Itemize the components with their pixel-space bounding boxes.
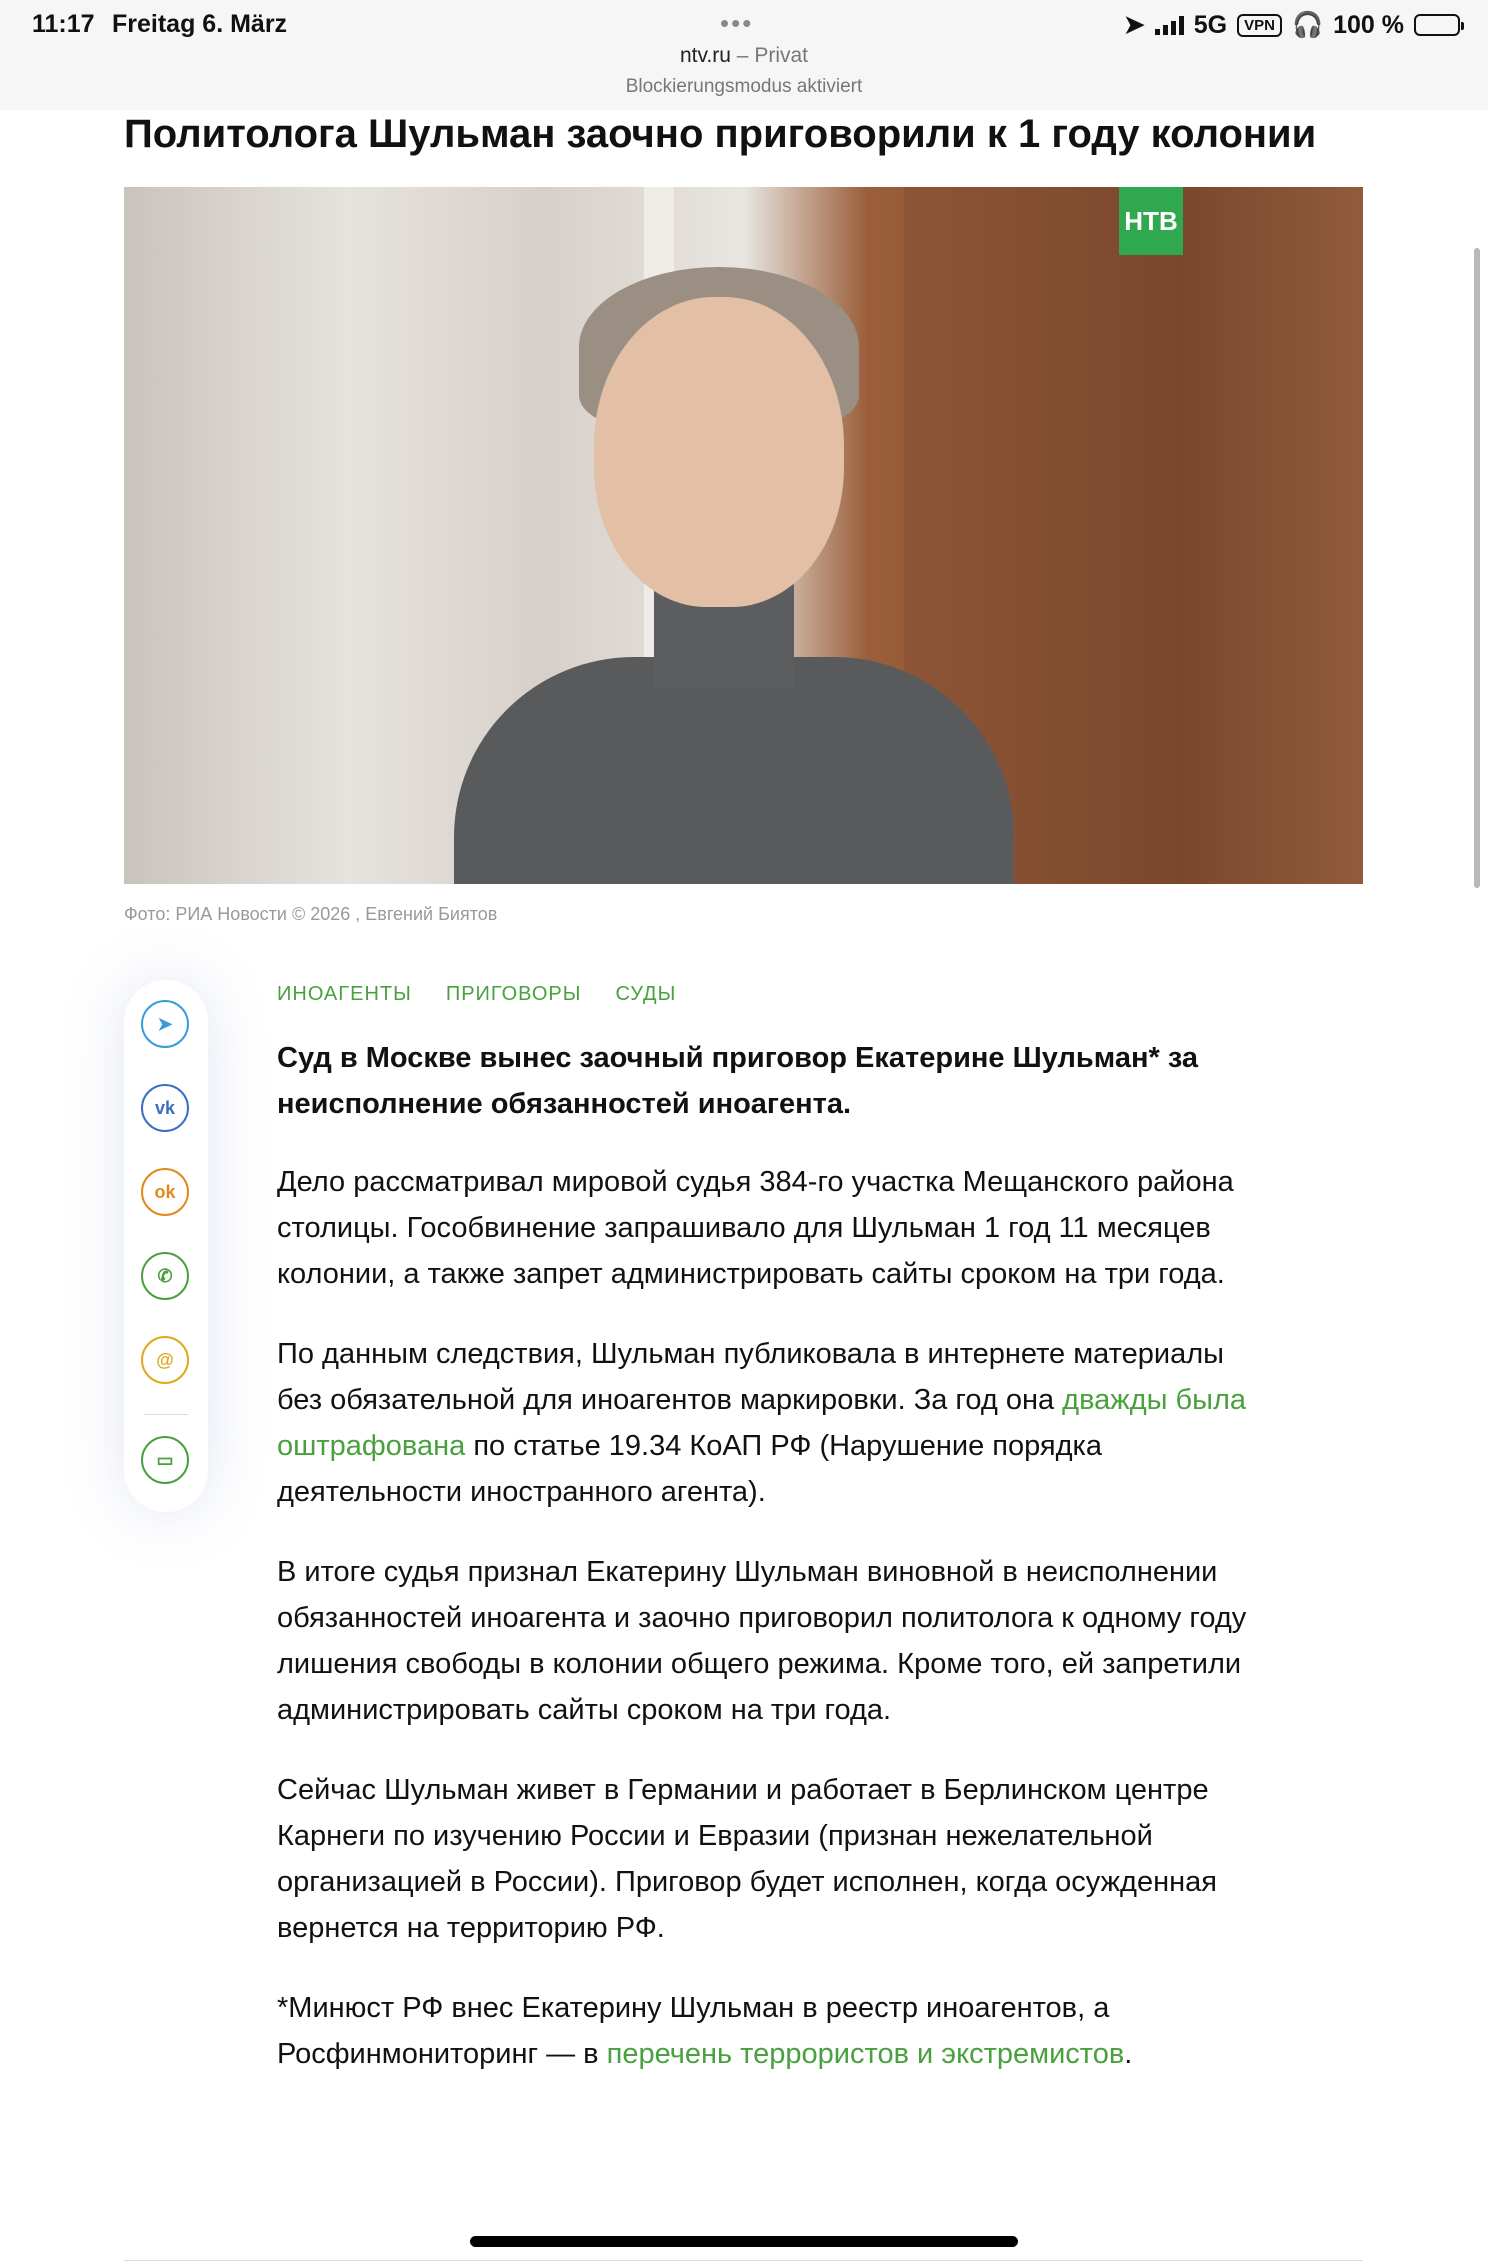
private-mode-label: – Privat — [730, 44, 808, 67]
tag-inoagenty[interactable]: ИНОАГЕНТЫ — [277, 983, 412, 1005]
tag-sudy[interactable]: СУДЫ — [615, 983, 677, 1005]
status-time: 11:17 — [32, 10, 95, 38]
share-rail — [124, 980, 208, 1512]
terrorist-list-link[interactable]: перечень террористов и экстремистов — [606, 2038, 1125, 2070]
article-photo — [124, 187, 1363, 884]
url-domain: ntv.ru — [680, 44, 731, 67]
article-title: Политолога Шульман заочно приговорили к 1 году колонии — [124, 112, 1317, 156]
signal-icon — [1155, 15, 1184, 35]
scrollbar[interactable] — [1474, 248, 1480, 888]
comment-icon[interactable]: ▭ — [141, 1436, 189, 1484]
paragraph-1: Дело рассматривал мировой судья 384-го участка Мещанского района столицы. Гособвинение запрашивало для Шульман 1 год 11 месяцев колонии, а также запрет администрировать сайты сроком на три года. — [277, 1166, 1234, 1290]
fined-twice-link[interactable]: дважды была оштрафована — [277, 1384, 1247, 1462]
network-type: 5G — [1193, 10, 1228, 39]
email-icon[interactable]: @ — [141, 1336, 189, 1384]
location-icon: ➤ — [1123, 11, 1145, 39]
divider — [124, 2260, 1363, 2261]
tag-list — [277, 983, 676, 1006]
photo-caption: Фото: РИА Новости © 2026 , Евгений Биятов — [124, 904, 498, 924]
status-date: Freitag 6. März — [112, 10, 288, 38]
article-body — [277, 1035, 1267, 2111]
paragraph-2: По данным следствия, Шульман публиковала в интернете материалы без обязательной для иноагентов маркировки. За год она дважды была оштрафована по статье 19.34 КоАП РФ (Нарушение порядка деятельности иностранного агента). — [277, 1338, 1247, 1508]
article-lead: Суд в Москве вынес заочный приговор Екатерине Шульман* за неисполнение обязанностей иноагента. — [277, 1042, 1198, 1120]
tag-prigovory[interactable]: ПРИГОВОРЫ — [445, 983, 582, 1005]
whatsapp-icon[interactable]: ✆ — [141, 1252, 189, 1300]
home-indicator[interactable] — [470, 2236, 1018, 2247]
battery-icon — [1414, 14, 1460, 36]
ntv-logo: НТВ — [1119, 187, 1183, 255]
telegram-icon[interactable]: ➤ — [141, 1000, 189, 1048]
tab-menu-dots[interactable]: ••• — [720, 8, 754, 38]
status-indicators — [1124, 10, 1460, 40]
paragraph-5: *Минюст РФ внес Екатерину Шульман в реестр иноагентов, а Росфинмониторинг — в перечень террористов и экстремистов. — [277, 1992, 1133, 2070]
odnoklassniki-icon[interactable]: ok — [141, 1168, 189, 1216]
vpn-badge: VPN — [1237, 14, 1282, 37]
headphones-icon: 🎧 — [1291, 10, 1324, 39]
url-bar[interactable] — [0, 44, 1488, 68]
paragraph-4: Сейчас Шульман живет в Германии и работает в Берлинском центре Карнеги по изучению России и Евразии (признан нежелательной организацией в России). Приговор будет исполнен, когда осужденная вернется на территорию РФ. — [277, 1774, 1217, 1944]
share-divider — [144, 1414, 188, 1415]
status-and-address-bar — [0, 0, 1488, 110]
battery-percent: 100 % — [1333, 10, 1404, 39]
paragraph-3: В итоге судья признал Екатерину Шульман виновной в неисполнении обязанностей иноагента и заочно приговорил политолога к одному году лишения свободы в колонии общего режима. Кроме того, ей запретили администрировать сайты сроком на три года. — [277, 1556, 1247, 1726]
blocking-mode-label: Blockierungsmodus aktiviert — [625, 76, 863, 97]
vk-icon[interactable]: vk — [141, 1084, 189, 1132]
